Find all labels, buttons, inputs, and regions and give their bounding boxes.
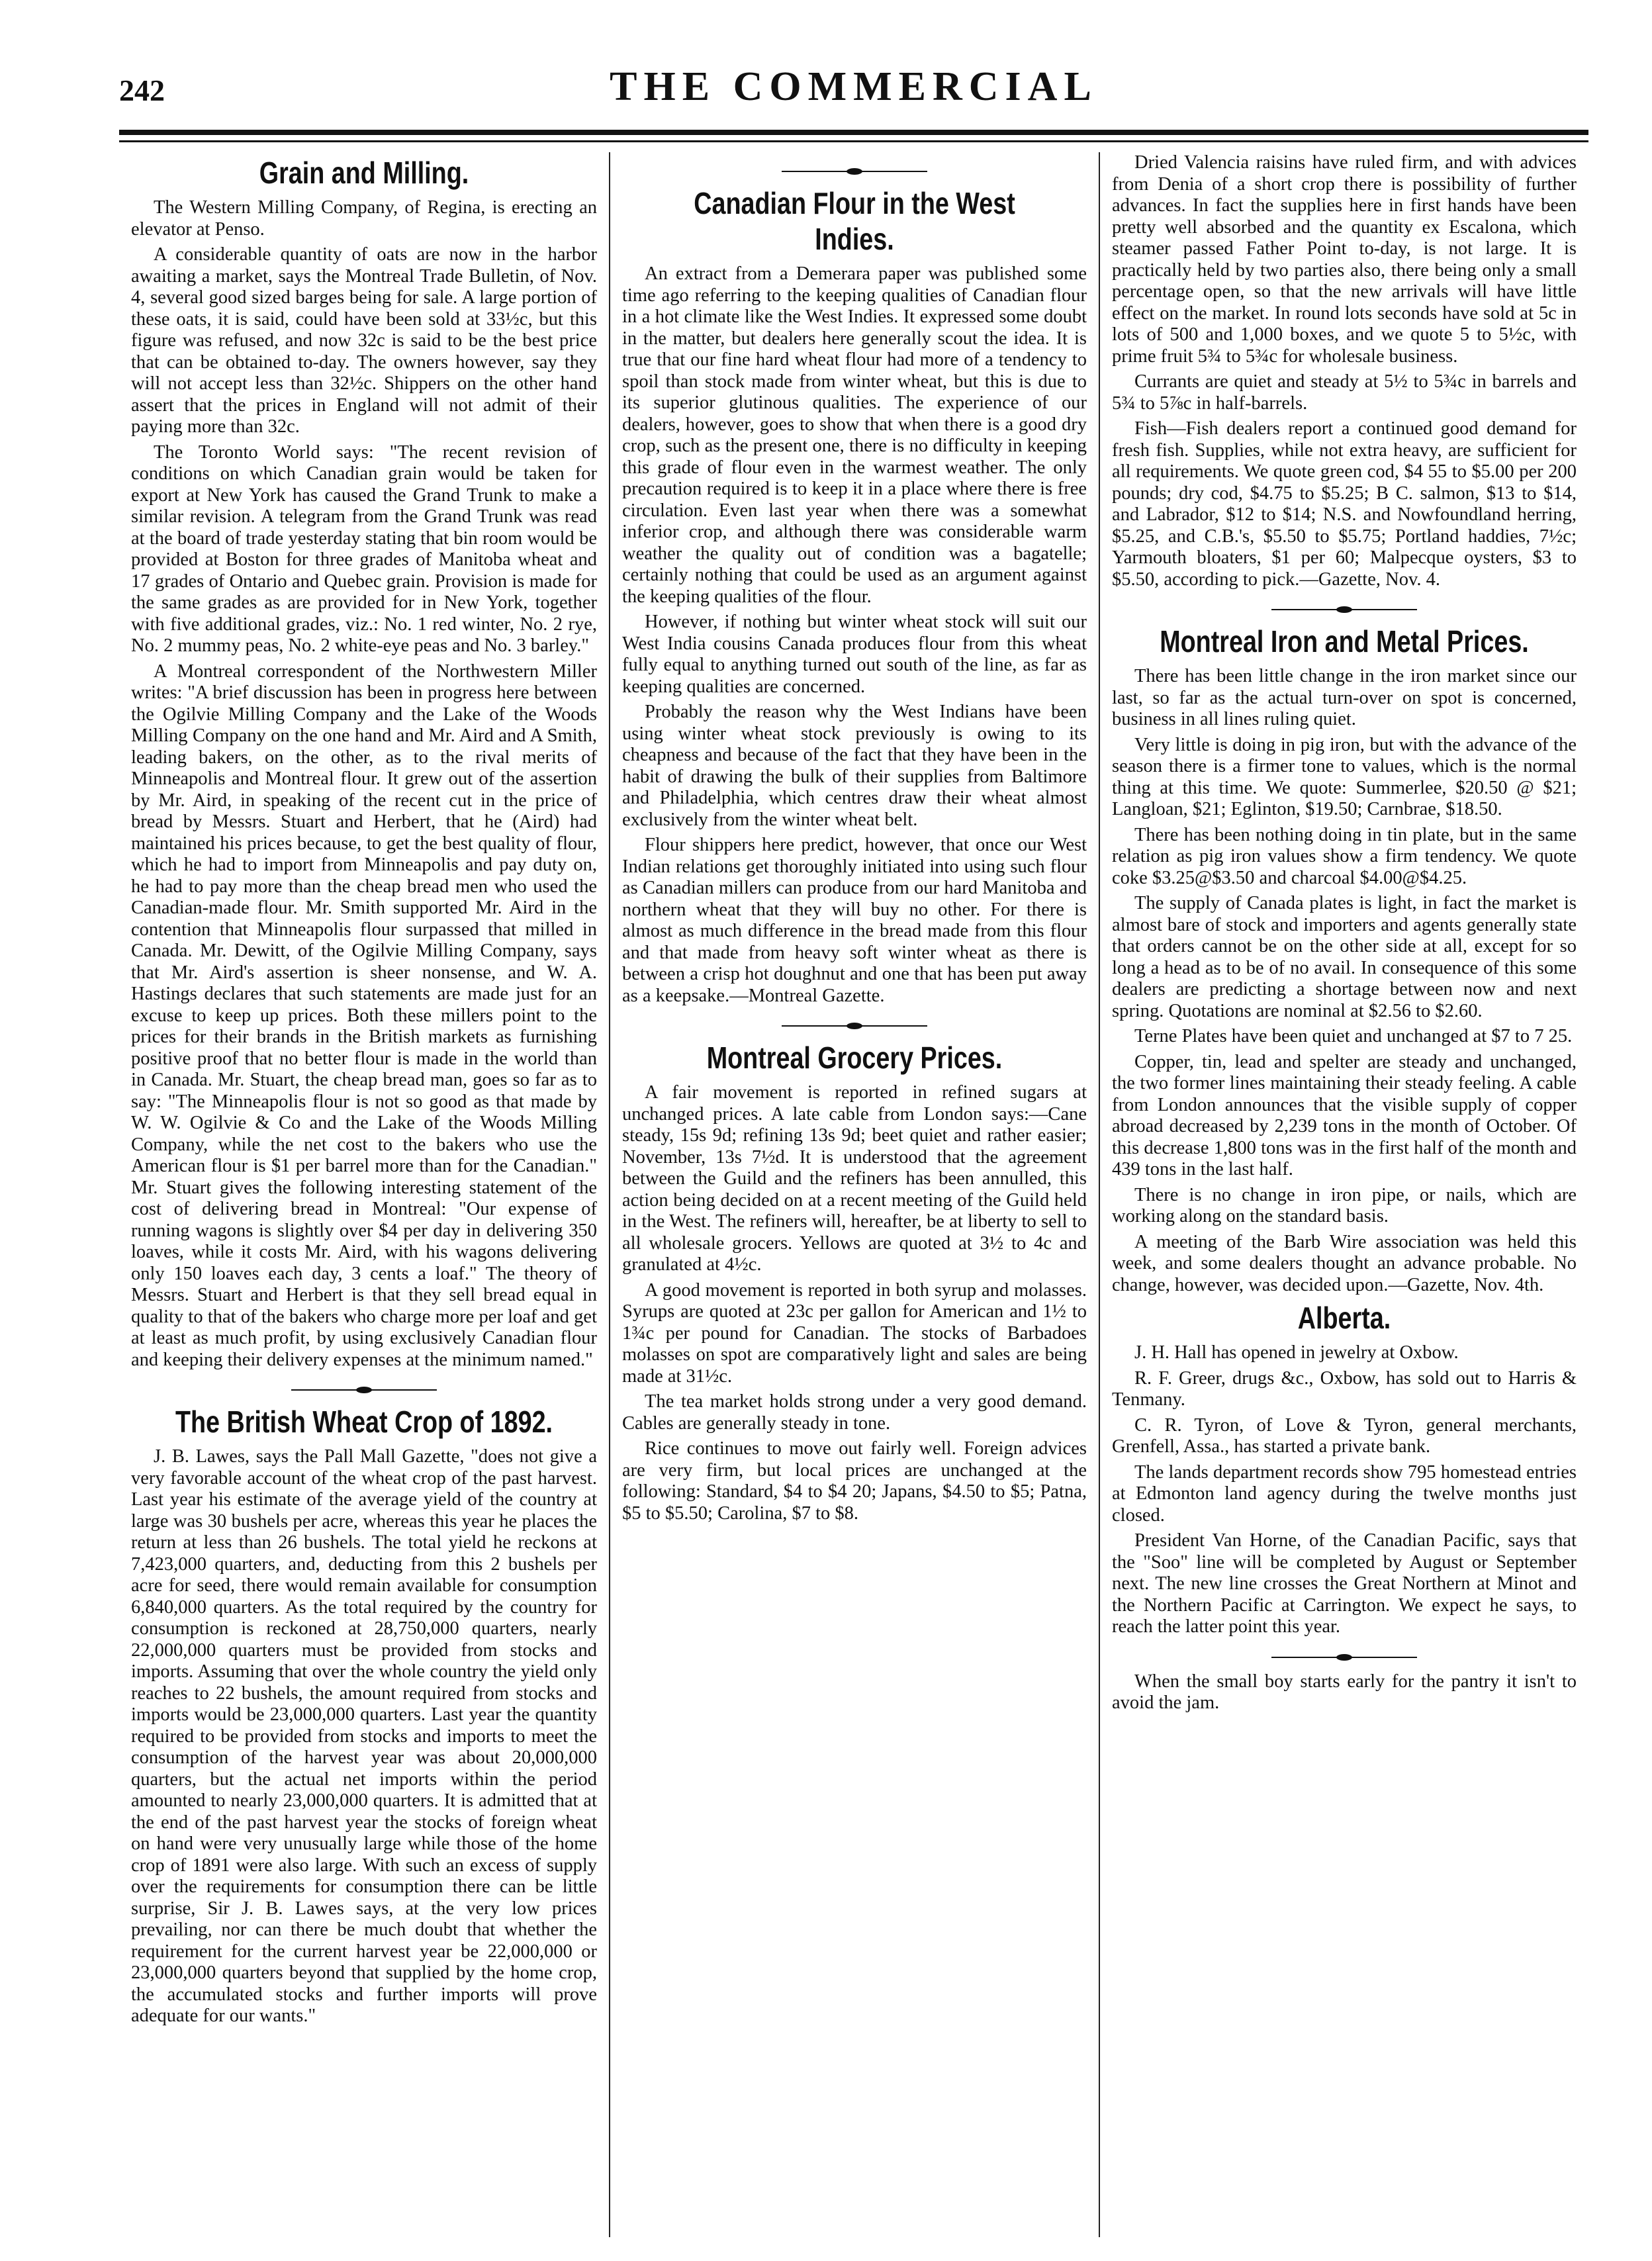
masthead-rule-thin [119,140,1588,142]
masthead-rule-thick [119,130,1588,135]
iron-paragraph: Terne Plates have been quiet and unchanged at $7 to 7 25. [1134,1026,1573,1046]
flour-heading: Canadian Flour in the West Indies. [694,186,1015,256]
grocery-heading: Montreal Grocery Prices. [706,1040,1003,1075]
grain-paragraph: A Montreal correspondent of the Northwestern Miller writes: "A brief discussion has been in progress here between the Ogilvie Milling Company and the Lake of the Woods Milling Company on the one hand and Mr. Aird and A Smith, leading bakers, on the other, as to the rival merits of Minneapolis and Montreal flour. It grew out of the assertion by Mr. Aird, in speaking of the recent cut in the price of bread by Messrs. Stuart and Herbert, that he (Aird) had maintained his prices because, to get the best quality of flour, which he had to import from Minneapolis and pay duty on, he had to pay more than the cheap bread men who used the Canadian-made flour. Mr. Smith supported Mr. Aird in the contention that Minneapolis flour surpassed that milled in Canada. Mr. Dewitt, of the Ogilvie Milling Company, says that Mr. Aird's assertion is sheer nonsense, and W. A. Hastings declares that such statements are made just for an excuse to keep up prices. Both these millers point to the prices for their brands in the British markets as furnishing positive proof that no better flour is made in the world than in Canada. Mr. Stuart, the cheap bread man, goes so far as to say: "The Minneapolis flour is not so good as that made by W. W. Ogilvie & Co and the Lake of the Woods Milling Company, while the net cost to the bakers who use the American flour is $1 per barrel more than for the Canadian." Mr. Stuart gives the following interesting statement of the cost of delivering bread in Montreal: "Our expense of running wagons is slightly over $4 per day in delivering 350 loaves, while it costs Mr. Aird, with his wagons delivering only 150 loaves each day, 3 cents a loaf." The theory of Messrs. Stuart and Herbert is that they sell bread equal in quality to that of the bakers who charge more per loaf and get at least as much profit, by using exclusively Canadian flour and keeping their delivery expenses at the minimum named." [131,661,597,1370]
iron-paragraph: There has been little change in the iron market since our last, so far as the actual turn-over on spot is concerned, business in all lines ruling quiet. [1112,666,1577,729]
iron-paragraph: Very little is doing in pig iron, but with the advance of the season there is a firmer tone to values, which is the normal thing at this time. We quote: Summerlee, $20.50 @ $21; Langloan, $21; Eglinton, $19.50; Carnbrae, $18.50. [1112,734,1577,819]
grain-paragraph: The Toronto World says: "The recent revision of conditions on which Canadian grain would be taken for export at New York has caused the Grand Trunk to make a similar revision. A telegram from the Grand Trunk was read at the board of trade yesterday stating that bin room would be provided at Boston for three grades of Manitoba wheat and 17 grades of Ontario and Quebec grain. Provision is made for the same grades as are provided for in New York, together with five additional grades, viz.: No. 1 red winter, No. 2 rye, No. 2 mummy peas, No. 2 white-eye peas and No. 3 barley." [131,441,597,656]
alberta-paragraph: R. F. Greer, drugs &c., Oxbow, has sold out to Harris & Tenmany. [1112,1367,1577,1410]
alberta-paragraph: J. H. Hall has opened in jewelry at Oxbow. [1134,1342,1459,1363]
grocery-paragraph: Dried Valencia raisins have ruled firm, and with advices from Denia of a short crop there is possibility of further advances. In fact the supplies here in first hands have been pretty well absorbed and the quantity ex Escalona, which steamer passed Father Point to-day, is not large. It is practically held by two parties also, there being only a small percentage open, so that the new arrivals will have little effect on the market. In round lots seconds have sold at 5c in lots of 500 and 1,000 boxes, and we quote 5 to 5½c, with prime fruit 5¾ to 5¾c for wholesale business. [1112,152,1577,367]
grocery-paragraph: A fair movement is reported in refined sugars at unchanged prices. A late cable from London says:—Cane steady, 15s 9d; refining 13s 9d; beet quiet and rather easier; November, 13s 7½d. It is understood that the agreement between the Guild and the refiners has been annulled, this action being decided on at a recent meeting of the Guild held in the West. The refiners will, hereafter, be at liberty to sell to all wholesale grocers. Yellows are quoted at 3½ to 4c and granulated at 4½c. [622,1082,1087,1275]
iron-paragraph: There is no change in iron pipe, or nails, which are working along on the standard basis. [1112,1184,1577,1226]
section-separator [782,167,927,176]
wheat-heading: The British Wheat Crop of 1892. [175,1405,553,1439]
grain-paragraph: A considerable quantity of oats are now in the harbor awaiting a market, says the Montreal Trade Bulletin, of Nov. 4, several good sized barges being for sale. A large portion of these oats, it is said, could have been sold at 33½c, but this figure was refused, and now 32c is said to be the best price that can be obtained to-day. The owners however, say they will not accept less than 32½c. Shippers on the other hand assert that the prices in England will not admit of their paying more than 32c. [131,244,597,437]
grain-paragraph: The Western Milling Company, of Regina, is erecting an elevator at Penso. [131,197,597,240]
iron-paragraph: There has been nothing doing in tin plate, but in the same relation as pig iron values show a firm tendency. We quote coke $3.25@$3.50 and charcoal $4.00@$4.25. [1112,824,1577,888]
iron-paragraph: A meeting of the Barb Wire association was held this week, and some dealers thought an advance probable. No change, however, was decided upon.—Gazette, Nov. 4th. [1112,1231,1577,1295]
column-2 [609,152,1099,2237]
iron-heading: Montreal Iron and Metal Prices. [1160,624,1529,659]
grocery-paragraph: The tea market holds strong under a very good demand. Cables are generally steady in tone. [622,1391,1087,1434]
section-separator [1271,605,1417,614]
flour-paragraph: An extract from a Demerara paper was published some time ago referring to the keeping qualities of Canadian flour in a hot climate like the West Indies. It expressed some doubt in the matter, but dealers here generally scout the idea. It is true that our fine hard wheat flour had more of a tendency to spoil than stock made from winter wheat, but this is due to its superior glutinous qualities. The experience of our dealers, however, goes to show that when there is a good dry crop, such as the present one, there is no difficulty in keeping this grade of flour even in the warmest weather. The only precaution required is to keep it in a place where there is free circulation. Even last year when there was a somewhat inferior crop, and although there was considerable warm weather the quality out of condition was a bagatelle; certainly nothing that could be used as an argument against the keeping qualities of the flour. [622,263,1087,607]
grocery-paragraph: Currants are quiet and steady at 5½ to 5¾c in barrels and 5¾ to 5⅞c in half-barrels. [1112,371,1577,414]
columns [119,152,1588,2237]
column-3 [1099,152,1588,2237]
wheat-paragraph: J. B. Lawes, says the Pall Mall Gazette, "does not give a very favorable account of the wheat crop of the past harvest. Last year his estimate of the average yield of the country at large was 30 bushels per acre, whereas this year he places the return at less than 26 bushels. The total yield he reckons at 7,423,000 quarters, and, deducting from this 2 bushels per acre for seed, there would remain available for consumption 6,840,000 quarters. As the total required by the country for consumption is reckoned at 28,750,000 quarters, nearly 22,000,000 quarters must be provided from stocks and imports. Assuming that over the whole country the yield only reaches to 22 bushels, the amount required from stocks and imports would be 23,000,000 quarters. Last year the quantity required to be provided from stocks and imports to meet the consumption of the harvest year was about 20,000,000 quarters, but the actual net imports within the period amounted to nearly 23,000,000 quarters. It is admitted that at the end of the past harvest year the stocks of foreign wheat on hand were very unusually large while those of the home crop of 1891 were also large. With such an excess of supply over the requirements for consumption there can be little surprise, Sir J. B. Lawes says, at the very low prices prevailing, nor can there be much doubt that whether the requirement for the current harvest year be 22,000,000 or 23,000,000 quarters beyond that supplied by the home crop, the accumulated stocks and further imports will prove adequate for our wants." [131,1446,597,2026]
alberta-heading: Alberta. [1297,1301,1391,1335]
grain-heading: Grain and Milling. [259,156,469,190]
section-separator [291,1385,437,1395]
iron-paragraph: Copper, tin, lead and spelter are steady and unchanged, the two former lines maintaining their steady feeling. A cable from London announces that the visible supply of copper abroad decreased by 2,239 tons in the month of October. Of this decrease 1,800 tons was in the first half of the month and 439 tons in the last half. [1112,1051,1577,1179]
grocery-paragraph: Fish—Fish dealers report a continued good demand for fresh fish. Supplies, while not extra heavy, are sufficient for all requirements. We quote green cod, $4 55 to $5.00 per 200 pounds; dry cod, $4.75 to $5.25; B C. salmon, $13 to $14, and Labrador, $12 to $14; N.S. and Nowfoundland herring, $5.25, and C.B.'s, $5.50 to $5.75; Portland haddies, 7½c; Yarmouth bloaters, $1 per 60; Malpecque oysters, $3 to $5.50, according to pick.—Gazette, Nov. 4. [1112,418,1577,590]
filler-paragraph: When the small boy starts early for the pantry it isn't to avoid the jam. [1112,1671,1577,1713]
iron-paragraph: The supply of Canada plates is light, in fact the market is almost bare of stock and importers and agents generally state that orders cannot be on the other side at all, except for so long a head as to be of no avail. In consequence of this some dealers are predicting a shortage between now and next spring. Quotations are nominal at $2.56 to $2.60. [1112,893,1577,1021]
flour-paragraph: Probably the reason why the West Indians have been using winter wheat stock previously is owing to its cheapness and because of the fact that they have been in the habit of drawing the bulk of their supplies from Baltimore and Philadelphia, which centres draw their wheat almost exclusively from the winter wheat belt. [622,702,1087,830]
section-separator [1271,1653,1417,1662]
grocery-paragraph: Rice continues to move out fairly well. Foreign advices are very firm, but local prices are unchanged at the following: Standard, $4 to $4 20; Japans, $4.50 to $5; Patna, $5 to $5.50; Carolina, $7 to $8. [622,1438,1087,1524]
alberta-paragraph: C. R. Tyron, of Love & Tyron, general merchants, Grenfell, Assa., has started a private bank. [1112,1414,1577,1457]
alberta-paragraph: The lands department records show 795 homestead entries at Edmonton land agency during the twelve months just closed. [1112,1461,1577,1526]
grocery-paragraph: A good movement is reported in both syrup and molasses. Syrups are quoted at 23c per gallon for American and 1½ to 1¾c per pound for Canadian. The stocks of Barbadoes molasses on spot are comparatively light and sales are being made at 31½c. [622,1279,1087,1387]
paper-title: THE COMMERCIAL [610,64,1098,109]
masthead [119,64,1588,130]
flour-paragraph: However, if nothing but winter wheat stock will suit our West India cousins Canada produces flour from this wheat fully equal to anything turned out south of the line, as far as keeping qualities are concerned. [622,612,1087,697]
page-number: 242 [119,73,165,107]
section-separator [782,1021,927,1031]
column-1 [119,152,609,2237]
alberta-paragraph: President Van Horne, of the Canadian Pacific, says that the "Soo" line will be completed by August or September next. The new line crosses the Great Northern at Minot and the Northern Pacific at Carrington. We expect he says, to reach the latter point this year. [1112,1530,1577,1637]
flour-paragraph: Flour shippers here predict, however, that once our West Indian relations get thoroughly initiated into using such flour as Canadian millers can produce from our hard Manitoba and northern wheat that they will buy no other. For there is almost as much difference in the bread made from this flour and that made from heavy soft winter wheat as there is between a crisp hot doughnut and one that has been put away as a keepsake.—Montreal Gazette. [622,835,1087,1006]
